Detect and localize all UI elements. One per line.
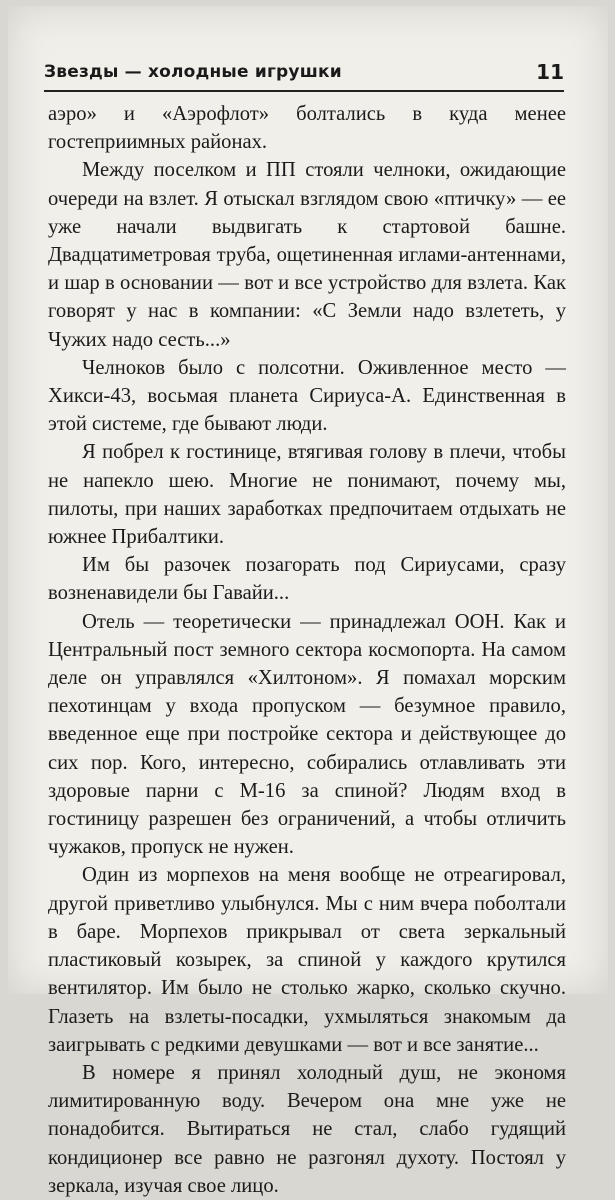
paragraph: Между поселком и ПП стояли челноки, ожидающие очереди на взлет. Я отыскал взглядом свою «птичку» — ее уже начали выдвигать к стартовой башне. Двадцатиметровая труба, ощетиненная иглами-антеннами, и шар в основании — вот и все устройство для взлета. Как говорят у нас в компании: «С Земли надо взлететь, у Чужих надо сесть...» <box>48 159 566 351</box>
paragraph: Челноков было с полсотни. Оживленное место — Хикси-43, восьмая планета Сириуса-А. Единственная в этой системе, где бывают люди. <box>48 356 566 436</box>
paragraph: Отель — теоретически — принадлежал ООН. Как и Центральный пост земного сектора космопорта. На самом деле он управлялся «Хилтоном». Я помахал морским пехотинцам у входа пропуском — безумное правило, введенное еще при постройке сектора и действующее до сих пор. Кого, интересно, собирались отлавливать эти здоровые парни с М-16 за спиной? Людям вход в гостиницу разрешен без ограничений, а чтобы отличить чужаков, пропуск не нужен. <box>48 610 566 859</box>
page-number: 11 <box>536 60 564 84</box>
paragraph: В номере я принял холодный душ, не экономя лимитированную воду. Вечером она мне уже не понадобится. Вытираться не стал, слабо гудящий кондиционер все равно не разгонял духоту. Постоял у зеркала, изучая свое лицо. <box>48 1061 566 1197</box>
paragraph: Я побрел к гостинице, втягивая голову в плечи, чтобы не напекло шею. Многие не понимают, почему мы, пилоты, при наших заработках предпочитаем отдыхать не южнее Прибалтики. <box>48 441 566 549</box>
paragraph-continuation: аэро» и «Аэрофлот» болтались в куда менее гостеприимных районах. <box>48 103 566 154</box>
book-page <box>8 6 608 1197</box>
body-text <box>48 100 566 1200</box>
page-header <box>44 58 564 92</box>
paragraph: Один из морпехов на меня вообще не отреагировал, другой приветливо улыбнулся. Мы с ним вчера поболтали в баре. Морпехов прикрывал от света зеркальный пластиковый козырек, за спиной у каждого крутился вентилятор. Им было не столько жарко, сколько скучно. Глазеть на взлеты-посадки, ухмыляться знакомым да заигрывать с редкими девушками — вот и все занятие... <box>48 864 566 1056</box>
running-title: Звезды — холодные игрушки <box>44 62 342 82</box>
paragraph: Им бы разочек позагорать под Сириусами, сразу возненавидели бы Гавайи... <box>48 554 566 605</box>
